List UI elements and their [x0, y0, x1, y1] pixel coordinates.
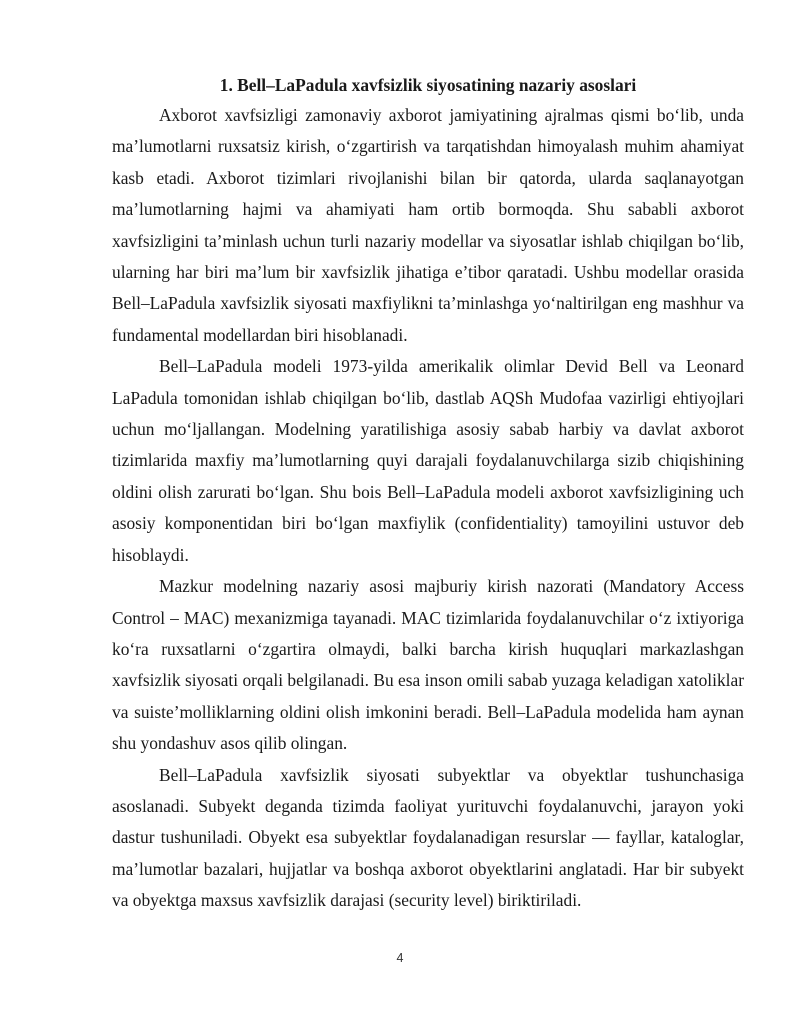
section-heading: 1. Bell–LaPadula xavfsizlik siyosatining nazariy asoslari [219, 75, 637, 95]
paragraph-subjects-objects: Bell–LaPadula xavfsizlik siyosati subyektlar va obyektlar tushunchasiga asoslanadi. Subyekt deganda tizimda faoliyat yurituvchi foydalanuvchi, jarayon yoki dastur tushuniladi. Obyekt esa subyektlar foydalanadigan resurslar — fayllar, kataloglar, ma’lumotlar bazalari, hujjatlar va boshqa axborot obyektlarini anglatadi. Har bir subyekt va obyektga maxsus xavfsizlik darajasi (security level) biriktiriladi. [112, 764, 744, 911]
paragraph-mac: Mazkur modelning nazariy asosi majburiy kirish nazorati (Mandatory Access Control – MAC) mexanizmiga tayanadi. MAC tizimlarida foydalanuvchilar o‘z ixtiyoriga ko‘ra ruxsatlarni o‘zgartira olmaydi, balki barcha kirish huquqlari markazlashgan xavfsizlik siyosati orqali belgilanadi. Bu esa inson omili sabab yuzaga keladigan xatoliklar va suiste’molliklarning oldini olish imkonini beradi. Bell–LaPadula modelida ham aynan shu yondashuv asos qilib olingan. [112, 576, 744, 754]
page-number: 4 [396, 951, 404, 965]
paragraph-history: Bell–LaPadula modeli 1973-yilda amerikalik olimlar Devid Bell va Leonard LaPadula tomonidan ishlab chiqilgan bo‘lib, dastlab AQSh Mudofaa vazirligi ehtiyojlari uchun mo‘ljallangan. Modelning yaratilishiga asosiy sabab harbiy va davlat axborot tizimlarida maxfiy ma’lumotlarning quyi darajali foydalanuvchilarga sizib chiqishining oldini olish zarurati bo‘lgan. Shu bois Bell–LaPadula modeli axborot xavfsizligining uch asosiy komponentidan biri bo‘lgan maxfiylik (confidentiality) tamoyilini ustuvor deb hisoblaydi. [112, 356, 744, 565]
paragraph-intro: Axborot xavfsizligi zamonaviy axborot jamiyatining ajralmas qismi bo‘lib, unda ma’lumotlarni ruxsatsiz kirish, o‘zgartirish va tarqatishdan himoyalash muhim ahamiyat kasb etadi. Axborot tizimlari rivojlanishi bilan bir qatorda, ularda saqlanayotgan ma’lumotlarning hajmi va ahamiyati ham ortib bormoqda. Shu sababli axborot xavfsizligini ta’minlash uchun turli nazariy modellar va siyosatlar ishlab chiqilgan bo‘lib, ularning har biri ma’lum bir xavfsizlik jihatiga e’tibor qaratadi. Ushbu modellar orasida Bell–LaPadula xavfsizlik siyosati maxfiylikni ta’minlashga yo‘naltirilgan eng mashhur va fundamental modellardan biri hisoblanadi. [112, 105, 744, 345]
document-page [112, 70, 744, 917]
